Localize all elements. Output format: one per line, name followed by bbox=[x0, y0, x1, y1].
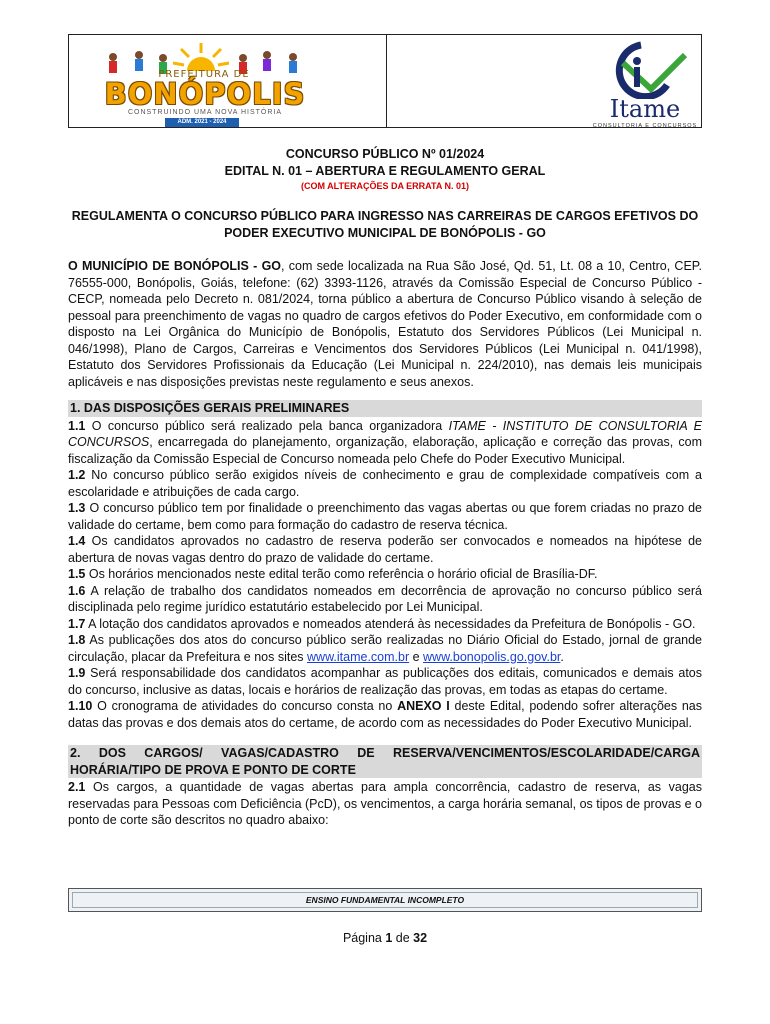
itame-logo bbox=[585, 39, 705, 129]
item-1-8: 1.8 As publicações dos atos do concurso público serão realizadas no Diário Oficial do Estado, jornal de grande circulação, placar da Prefeitura e nos sites www.itame.com.br e www.bonopolis.go.gov.br. bbox=[68, 633, 702, 664]
section2-heading: 2. DOS CARGOS/ VAGAS/CADASTRO DE RESERVA/VENCIMENTOS/ESCOLARIDADE/CARGA HORÁRIA/TIPO DE PROVA E PONTO DE CORTE bbox=[70, 746, 700, 777]
intro-text: , com sede localizada na Rua São José, Qd. 51, Lt. 08 a 10, Centro, CEP. 76555-000, Bonópolis, Goiás, telefone: (62) 3393-1126, através da Comissão Especial de Concurso Público - CECP, nomeada pelo Decreto n. 081/2024, torna público a abertura de Concurso Público visando à seleção de pessoal para preenchimento de vagas no quadro de cargos efetivos do Poder Executivo, em conformidade com o disposto na Lei Orgânica do Município de Bonópolis, Estatuto dos Servidores Públicos (Lei Municipal n. 046/1998), Plano de Cargos, Carreiras e Vencimentos dos Servidores Públicos (Lei Municipal n. 041/1998), Estatuto dos Servidores Profissionais da Educação (Lei Municipal n. 224/2010), nas demais leis municipais aplicáveis e nas disposições previstas neste regulamento e seus anexos. bbox=[68, 259, 703, 389]
item-1-2: 1.2 No concurso público serão exigidos níveis de conhecimento e grau de complexidade compatíveis com a escolaridade e atribuições de cada cargo. bbox=[68, 468, 702, 499]
page-footer: Página 1 de 32 bbox=[342, 931, 428, 945]
item-1-4: 1.4 Os candidatos aprovados no cadastro de reserva poderão ser convocados e nomeados na hipótese de abertura de novas vagas dentro do prazo de validade do certame. bbox=[68, 534, 702, 565]
page-number: 1 bbox=[385, 931, 393, 945]
item-1-1: 1.1 O concurso público será realizado pela banca organizadora ITAME - INSTITUTO DE CONSULTORIA E CONCURSOS, encarregada do planejamento, organização, elaboração, aplicação e correção das provas, com fiscalização da Comissão Especial de Concurso nomeada pelo Chefe do Poder Executivo Municipal. bbox=[68, 418, 702, 466]
cargos-table bbox=[68, 888, 702, 912]
item-1-3: 1.3 O concurso público tem por finalidade o preenchimento das vagas abertas ou que forem criadas no prazo de validade do certame, bem como para formação do cadastro de reserva técnica. bbox=[68, 501, 702, 532]
item-2-1: 2.1 Os cargos, a quantidade de vagas abertas para ampla concorrência, cadastro de reserva, as vagas reservadas para Pessoas com Deficiência (PcD), os vencimentos, a carga horária semanal, os tipos de provas e o ponto de corte são descritos no quadro abaixo: bbox=[68, 780, 702, 827]
logo-city-name: BONÓPOLIS bbox=[104, 77, 306, 111]
edital-title: EDITAL N. 01 – ABERTURA E REGULAMENTO GERAL bbox=[224, 164, 546, 178]
regulamenta-heading: REGULAMENTA O CONCURSO PÚBLICO PARA INGRESSO NAS CARREIRAS DE CARGOS EFETIVOS DO PODER EXECUTIVO MUNICIPAL DE BONÓPOLIS - GO bbox=[71, 209, 699, 240]
intro-paragraph bbox=[68, 258, 702, 390]
item-1-5: 1.5 Os horários mencionados neste edital terão como referência o horário oficial de Brasília-DF. bbox=[68, 567, 598, 581]
table-header-cell: ENSINO FUNDAMENTAL INCOMPLETO bbox=[72, 892, 698, 908]
section2 bbox=[68, 745, 702, 829]
errata-note: (COM ALTERAÇÕES DA ERRATA N. 01) bbox=[301, 181, 469, 191]
header-divider bbox=[386, 35, 387, 127]
itame-subtitle: CONSULTORIA E CONCURSOS bbox=[592, 123, 698, 129]
section1-heading: 1. DAS DISPOSIÇÕES GERAIS PRELIMINARES bbox=[68, 400, 702, 417]
itame-name: Itame bbox=[609, 95, 681, 123]
page-total: 32 bbox=[413, 931, 428, 945]
bonopolis-logo bbox=[79, 39, 329, 125]
header-box bbox=[68, 34, 702, 128]
intro-lead: O MUNICÍPIO DE BONÓPOLIS - GO bbox=[68, 259, 282, 273]
item-1-10: 1.10 O cronograma de atividades do concurso consta no ANEXO I deste Edital, podendo sofrer alterações nas datas das provas e dos demais atos do certame, de acordo com as necessidades do Poder Executivo Municipal. bbox=[68, 699, 703, 730]
item-1-7: 1.7 A lotação dos candidatos aprovados e nomeados atenderá às necessidades da Prefeitura de Bonópolis - GO. bbox=[68, 616, 696, 631]
logo-adm-badge: ADM. 2021 - 2024 bbox=[165, 118, 239, 127]
bonopolis-link[interactable]: www.bonopolis.go.gov.br bbox=[423, 649, 561, 664]
document-body bbox=[68, 258, 702, 829]
item-1-9: 1.9 Será responsabilidade dos candidatos acompanhar as publicações dos editais, comunicados e demais atos do concurso, inclusive as datas, locais e horários de realização das provas, em todas as etapas do certame. bbox=[68, 666, 702, 697]
itame-link[interactable]: www.itame.com.br bbox=[307, 649, 410, 664]
item-1-6: 1.6 A relação de trabalho dos candidatos nomeados em decorrência de aprovação no concurso público será disciplinada pelo regime jurídico estatutário estabelecido por Lei Municipal. bbox=[68, 583, 702, 614]
logo-prefeitura-text: PREFEITURA DE bbox=[158, 69, 250, 80]
concurso-title: CONCURSO PÚBLICO Nº 01/2024 bbox=[285, 147, 485, 161]
itame-mark-icon bbox=[593, 41, 689, 99]
logo-slogan: CONSTRUINDO UMA NOVA HISTÓRIA bbox=[127, 109, 283, 116]
